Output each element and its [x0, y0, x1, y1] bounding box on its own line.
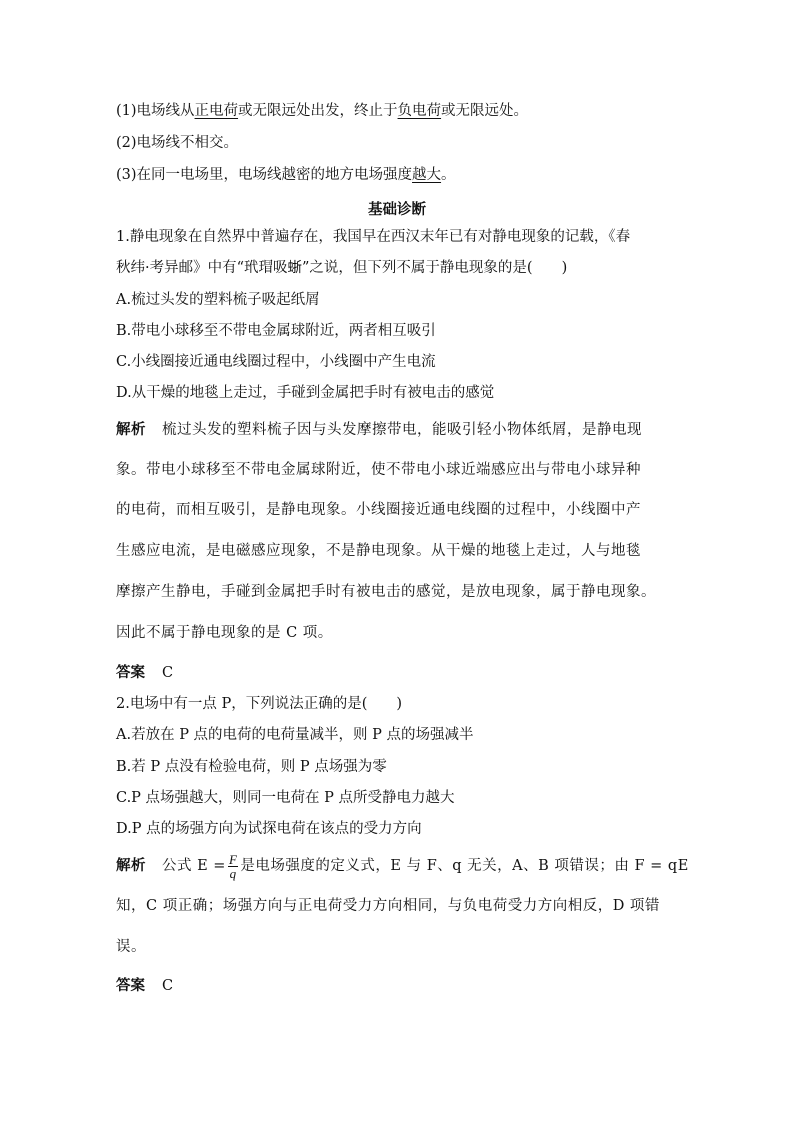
q1-stem-line-1: 1.静电现象在自然界中普遍存在，我国早在西汉末年已有对静电现象的记载，《春 — [116, 229, 631, 245]
q2-answer-value: C — [162, 978, 174, 994]
q2-option-c: C.P 点场强越大，则同一电荷在 P 点所受静电力越大 — [116, 790, 455, 806]
q2-stem: 2.电场中有一点 P，下列说法正确的是( ) — [116, 696, 403, 712]
q2-analysis-text-b: 是电场强度的定义式，E 与 F、q 无关，A、B 项错误；由 F = qE — [240, 858, 689, 874]
q1-analysis-line-5: 摩擦产生静电，手碰到金属把手时有被电击的感觉，是放电现象，属于静电现象。 — [116, 584, 656, 600]
formula-fraction — [228, 853, 238, 880]
property-1-text: (1)电场线从 — [116, 103, 195, 119]
q1-analysis-line-4: 生感应电流，是电磁感应现象，不是静电现象。从干燥的地毯上走过，人与地毯 — [116, 543, 641, 559]
property-3-end: 。 — [441, 167, 456, 183]
q1-answer-value: C — [162, 665, 174, 681]
q2-option-b: B.若 P 点没有检验电荷，则 P 点场强为零 — [116, 759, 387, 775]
q1-stem-line-2: 秋纬·考异邮》中有“玳瑁吸𧋍”之说，但下列不属于静电现象的是( ) — [116, 260, 568, 276]
property-1-text-3: 或无限远处。 — [441, 103, 529, 119]
q1-analysis-line-6: 因此不属于静电现象的是 C 项。 — [116, 625, 333, 641]
q1-analysis-line-2: 象。带电小球移至不带电金属球附近，使不带电小球近端感应出与带电小球异种 — [116, 462, 641, 478]
property-1 — [116, 101, 528, 121]
q1-answer — [116, 663, 173, 683]
q2-option-d: D.P 点的场强方向为试探电荷在该点的受力方向 — [116, 821, 422, 837]
property-3-text: (3)在同一电场里，电场线越密的地方电场强度 — [116, 167, 413, 183]
q1-option-d: D.从干燥的地毯上走过，手碰到金属把手时有被电击的感觉 — [116, 385, 495, 401]
q2-option-a: A.若放在 P 点的电荷的电荷量减半，则 P 点的场强减半 — [116, 727, 474, 743]
q2-analysis-line-1 — [116, 852, 689, 880]
q2-analysis-label: 解析 — [116, 857, 146, 874]
q1-option-b: B.带电小球移至不带电金属球附近，两者相互吸引 — [116, 323, 436, 339]
q2-analysis-text-a: 公式 E = — [162, 858, 226, 874]
section-title: 基础诊断 — [368, 201, 426, 218]
property-1-underlined-2: 负电荷 — [397, 103, 442, 119]
q1-option-c: C.小线圈接近通电线圈过程中，小线圈中产生电流 — [116, 354, 436, 370]
q1-analysis-line-1 — [116, 420, 642, 440]
property-1-underlined-1: 正电荷 — [194, 103, 239, 119]
q1-analysis-text-1: 梳过头发的塑料梳子因与头发摩擦带电，能吸引轻小物体纸屑，是静电现 — [162, 422, 642, 438]
q1-analysis-label: 解析 — [116, 421, 146, 438]
q1-option-a: A.梳过头发的塑料梳子吸起纸屑 — [116, 292, 320, 308]
fraction-denominator: q — [229, 865, 237, 881]
property-3-underlined: 越大 — [412, 167, 442, 183]
property-1-text-2: 或无限远处出发，终止于 — [238, 103, 398, 119]
property-3 — [116, 165, 456, 185]
q2-answer-label: 答案 — [116, 977, 145, 994]
q1-analysis-line-3: 的电荷，而相互吸引，是静电现象。小线圈接近通电线圈的过程中，小线圈中产 — [116, 502, 641, 518]
property-2: (2)电场线不相交。 — [116, 135, 239, 151]
q2-analysis-line-2: 知，C 项正确；场强方向与正电荷受力方向相同，与负电荷受力方向相反，D 项错 — [116, 898, 660, 914]
q2-analysis-line-3: 误。 — [116, 939, 146, 955]
q1-answer-label: 答案 — [116, 664, 145, 681]
q2-answer — [116, 976, 173, 996]
fraction-numerator: F — [228, 851, 238, 867]
